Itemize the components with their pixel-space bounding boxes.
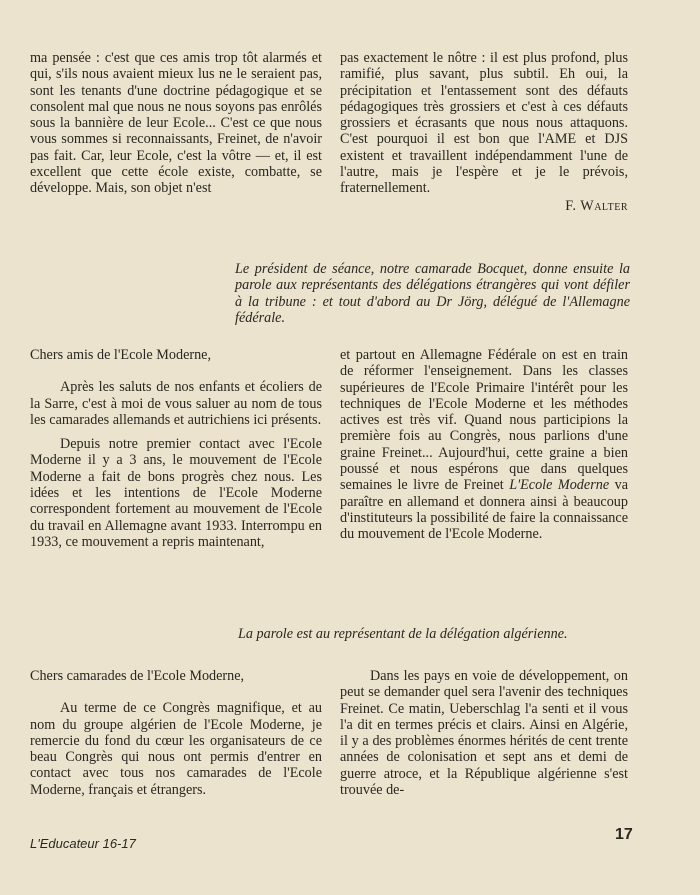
german-speech-right-column bbox=[340, 347, 628, 543]
speech-paragraph-continued bbox=[340, 347, 628, 543]
algerian-speech-left-column bbox=[30, 668, 322, 798]
speech-paragraph: Après les saluts de nos enfants et écoliers de la Sarre, c'est à moi de vous saluer au nom de tous les camarades allemands et autrichiens ici présents. bbox=[30, 379, 322, 428]
salutation: Chers camarades de l'Ecole Moderne, bbox=[30, 668, 245, 684]
intro-algerian-delegate: La parole est au représentant de la délégation algérienne. bbox=[238, 626, 568, 642]
speech-text: et partout en Allemagne Fédérale on est en train de réformer l'enseignement. Dans les classes supérieures de l'Ecole Primaire l'intérêt pour les techniques de l'Ecole Moderne et les méthodes actives est très vif. Quand nous participions la première fois au Congrès, nous parlions d'une graine Freinet... Aujourd'hui, cette graine a bien poussé et nous espérons que dans quelques semaines le livre de Freinet bbox=[340, 347, 628, 494]
page-number: 17 bbox=[615, 826, 633, 843]
german-speech-left-column bbox=[30, 347, 322, 550]
book-title: L'Ecole Moderne bbox=[509, 477, 610, 494]
walter-letter-right-column bbox=[340, 50, 628, 214]
walter-letter-left-column bbox=[30, 50, 322, 197]
walter-letter-paragraph: ma pensée : c'est que ces amis trop tôt alarmés et qui, s'ils nous avaient mieux lus ne le seraient pas, sont les tenants d'une doctrine pédagogique et se consolent mal que nous ne nous soyons pas enrôlés sous la bannière de leur Ecole... C'est ce que nous vous sommes si reconnaissants, Freinet, de n'avoir pas fait. Car, leur Ecole, c'est la vôtre — et, il est excellent que cette école existe, combatte, se développe. Mais, son objet n'est bbox=[30, 50, 322, 197]
speech-text: va paraître en allemand et donnera ainsi à beaucoup d'instituteurs la possibilité de faire la connaissance du mouvement de l'Ecole Moderne. bbox=[340, 477, 628, 543]
signature: F. Walter bbox=[565, 197, 628, 214]
walter-letter-paragraph-continued: pas exactement le nôtre : il est plus profond, plus ramifié, plus savant, plus subtil. Eh oui, la précipitation et l'entassement sont des défauts pédagogiques très grossiers et c'est à ces défauts grossiers et écrasants que nous nous attaquons. C'est pourquoi il est bon que l'AME et DJS existent et travaillent indépendamment l'une de l'autre, mais je l'espère et je le prévois, fraternellement. bbox=[340, 50, 628, 197]
speech-paragraph: Au terme de ce Congrès magnifique, et au nom du groupe algérien de l'Ecole Moderne, je remercie du fond du cœur les organisateurs de ce beau Congrès qui nous ont permis d'entrer en contact avec tous nos camarades de l'Ecole Moderne, français et étrangers. bbox=[30, 700, 322, 798]
algerian-speech-right-column bbox=[340, 668, 628, 798]
intro-german-delegate: Le président de séance, notre camarade Bocquet, donne ensuite la parole aux représentants des délégations étrangères qui vont défiler à la tribune : et tout d'abord au Dr Jörg, délégué de l'Allemagne fédérale. bbox=[235, 261, 630, 326]
journal-footer: L'Educateur 16-17 bbox=[30, 836, 136, 851]
speech-paragraph: Depuis notre premier contact avec l'Ecole Moderne il y a 3 ans, le mouvement de l'Ecole Moderne a fait de bons progrès chez nous. Les idées et les intentions de l'Ecole Moderne correspondent fortement au mouvement de l'Ecole du travail en Allemagne avant 1933. Interrompu en 1933, ce mouvement a repris maintenant, bbox=[30, 436, 322, 550]
salutation: Chers amis de l'Ecole Moderne, bbox=[30, 347, 212, 363]
speech-paragraph: Dans les pays en voie de développement, on peut se demander quel sera l'avenir des techniques Freinet. Ce matin, Ueberschlag l'a senti et il vous l'a dit en termes précis et clairs. Ainsi en Algérie, il y a des problèmes énormes hérités de cent trente années de colonisation et sept ans et demi de guerre atroce, et la République algérienne s'est trouvée de- bbox=[340, 668, 628, 799]
